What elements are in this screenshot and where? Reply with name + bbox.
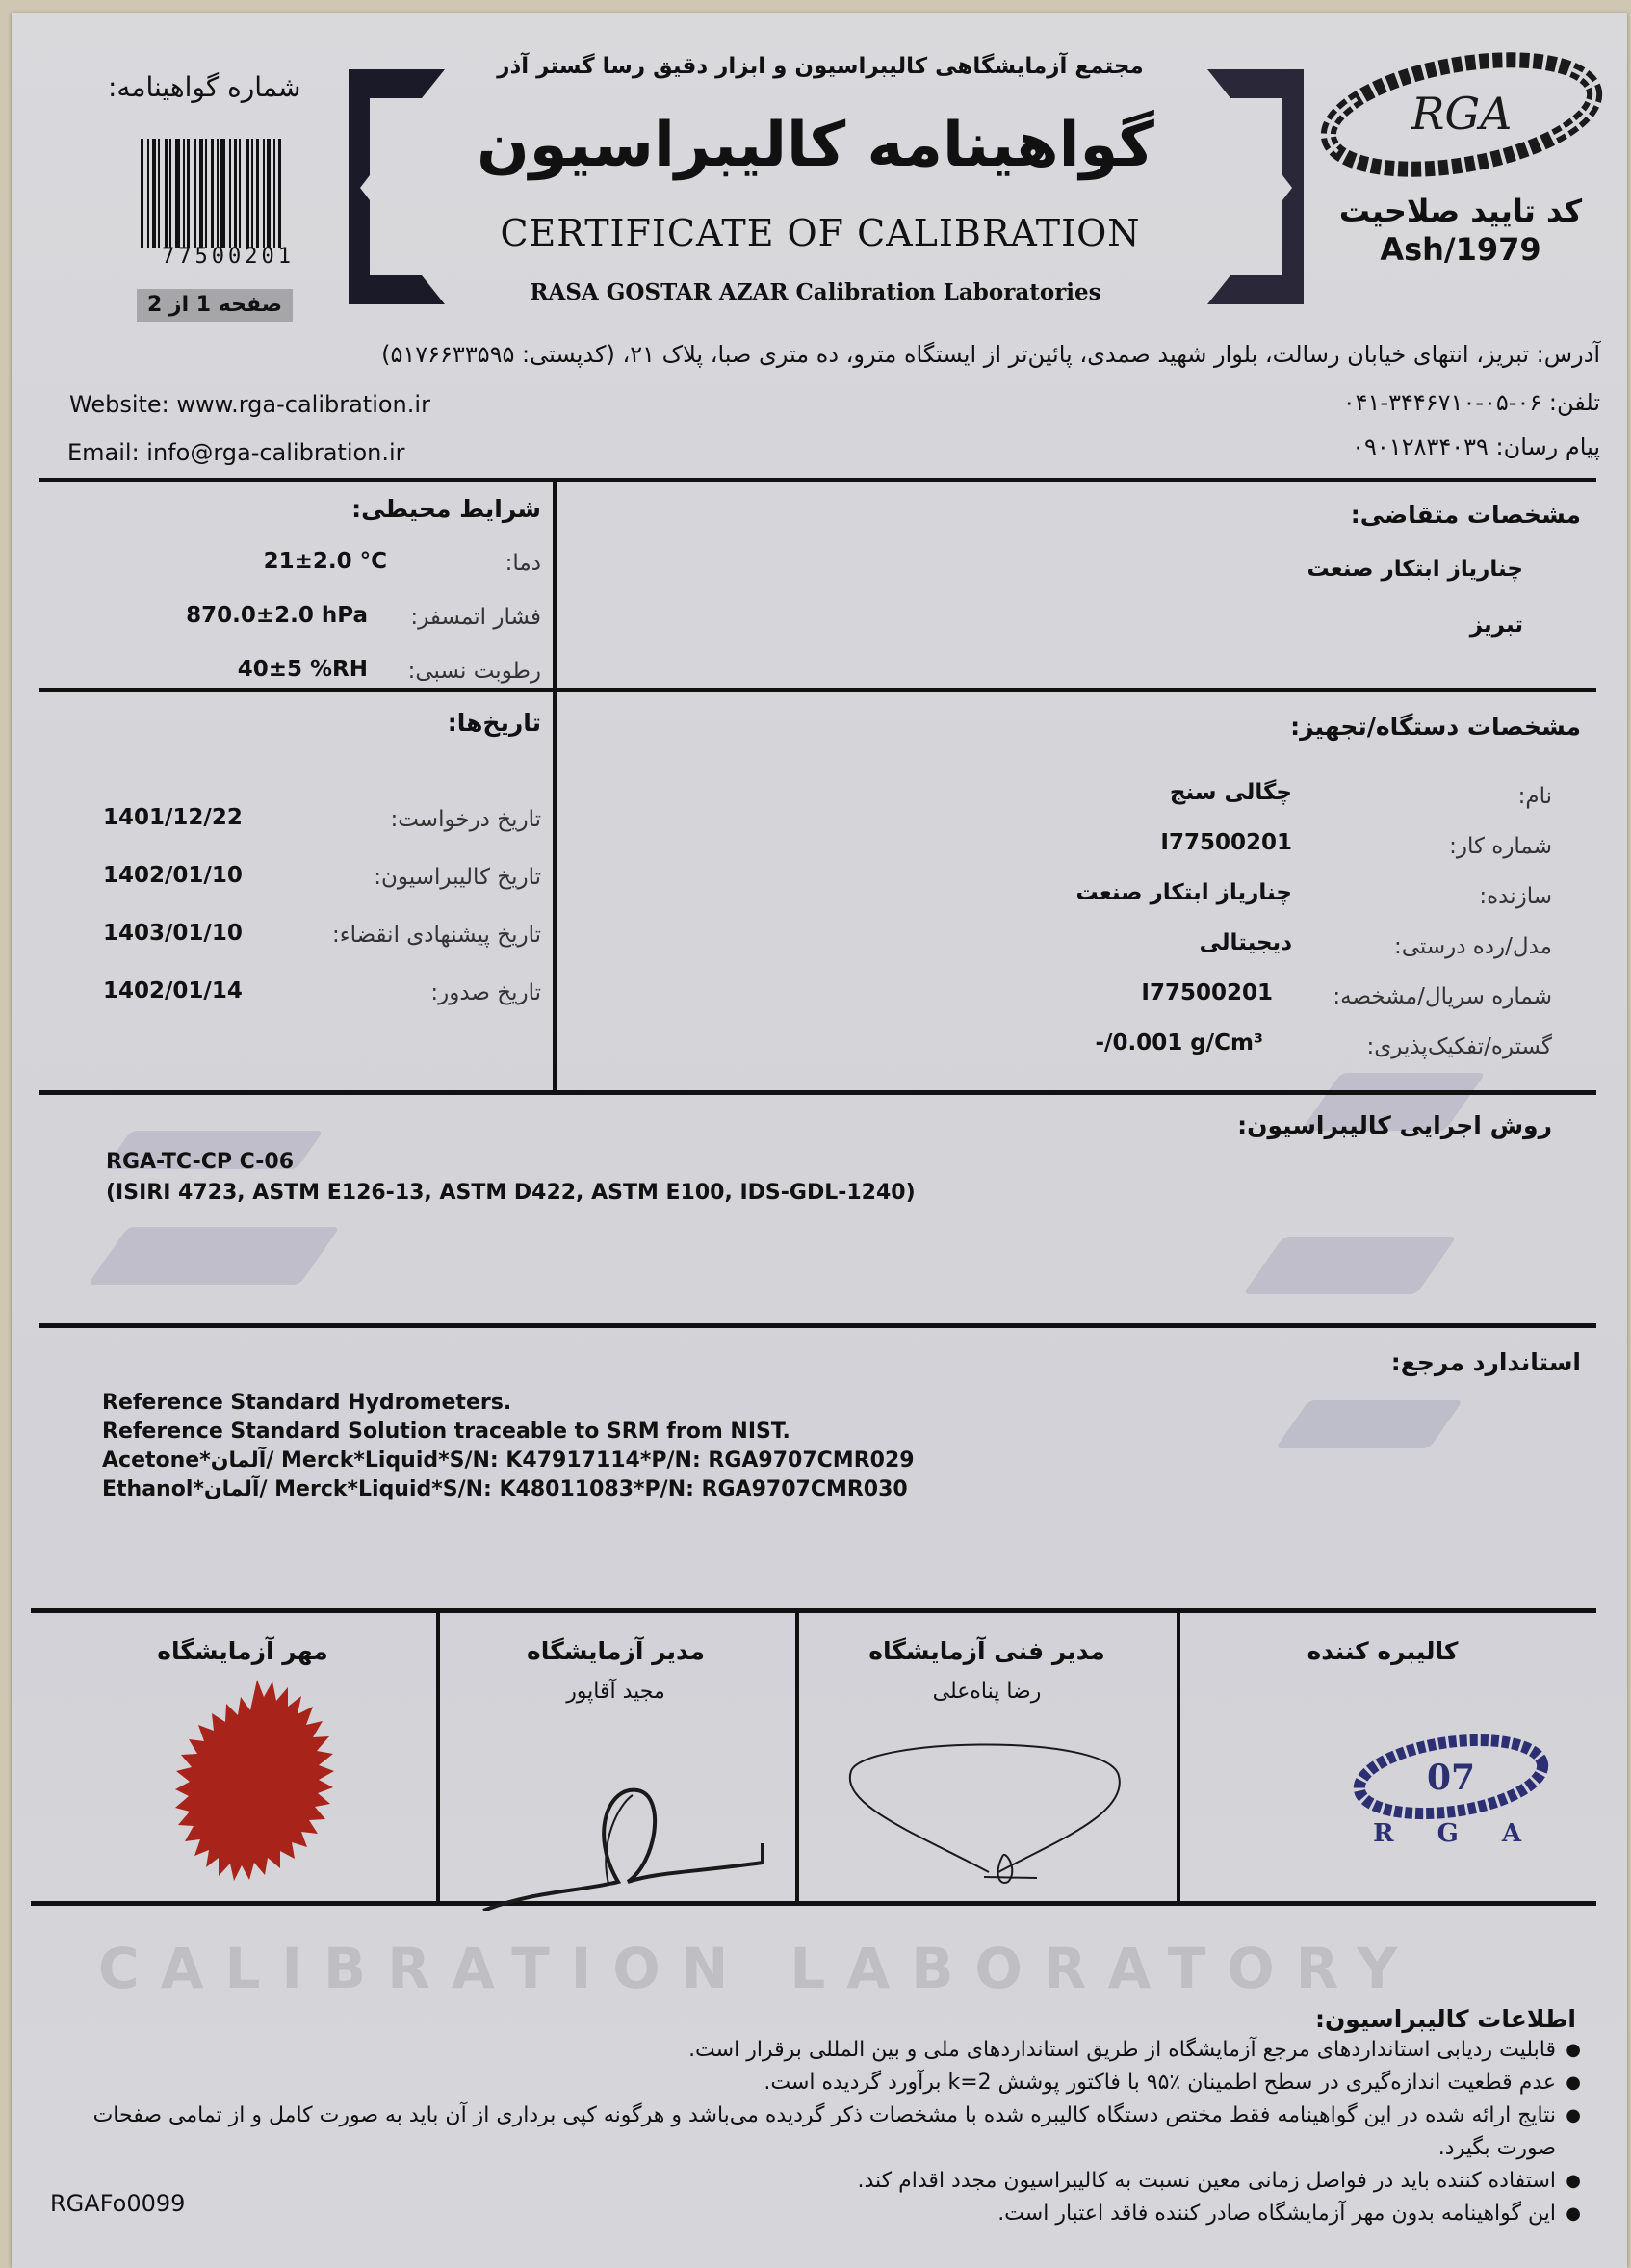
device-label-name: نام:: [1517, 784, 1552, 809]
date-label-calibration: تاریخ کالیبراسیون:: [374, 865, 541, 890]
date-label-issue: تاریخ صدور:: [430, 980, 541, 1005]
calibrator-stamp: [1350, 1734, 1562, 1849]
method-code: RGA-TC-CP C-06: [106, 1150, 295, 1174]
barcode: [141, 139, 316, 248]
device-value-manufacturer: چناریاز ابتکار صنعت: [1075, 880, 1292, 905]
lab-manager-signature: [474, 1776, 782, 1911]
env-value-temperature: 21±2.0 °C: [263, 549, 387, 574]
reference-title: استاندارد مرجع:: [1390, 1348, 1581, 1376]
divider: [39, 1090, 1596, 1095]
title-persian: گواهینامه کالیبراسیون: [477, 110, 1154, 181]
env-label-pressure: فشار اتمسفر:: [410, 605, 541, 630]
divider: [39, 1323, 1596, 1328]
technical-manager-name: رضا پناه‌علی: [932, 1680, 1042, 1704]
sms-number: پیام رسان: ۰۹۰۱۲۸۳۴۰۳۹: [1352, 433, 1600, 460]
date-label-expiry: تاریخ پیشنهادی انقضاء:: [332, 923, 541, 948]
title-english: CERTIFICATE OF CALIBRATION: [500, 212, 1141, 254]
device-value-range: -/0.001 g/Cm³: [1095, 1030, 1263, 1056]
rga-logo: [1317, 52, 1606, 177]
calibration-info-list: [50, 2034, 1581, 2230]
lab-seal: [137, 1670, 377, 1911]
signature-title-technical-manager: مدیر فنی آزمایشگاه: [868, 1637, 1105, 1665]
info-item: ● این گواهینامه بدون مهر آزمایشگاه صادر کننده فاقد اعتبار است.: [50, 2198, 1581, 2230]
background-smudge: [1275, 1400, 1463, 1448]
phone: تلفن: ۰۶-۰۵-۳۴۴۶۷۱۰-۰۴۱: [1342, 389, 1600, 416]
device-label-manufacturer: سازنده:: [1479, 884, 1552, 909]
svg-text:RGA: RGA: [1411, 88, 1513, 140]
signature-title-lab-seal: مهر آزمایشگاه: [157, 1637, 328, 1665]
technical-manager-signature: [830, 1728, 1148, 1891]
info-item: ● عدم قطعیت اندازه‌گیری در سطح اطمینان ٪۹۵ با فاکتور پوشش k=2 برآورد گردیده است.: [50, 2067, 1581, 2099]
lab-manager-name: مجید آقاپور: [566, 1680, 665, 1704]
accreditation-label: کد تایید صلاحیت: [1338, 193, 1583, 229]
address: آدرس: تبریز، انتهای خیابان رسالت، بلوار شهید صمدی، پائین‌تر از ایستگاه مترو، ده متری صبا، پلاک ۲۱، (کدپستی: ۵۱۷۶۶۳۳۵۹۵): [381, 341, 1600, 368]
svg-text:07: 07: [1426, 1758, 1476, 1798]
env-value-humidity: 40±5 %RH: [237, 657, 368, 682]
certificate-number-label: شماره گواهینامه:: [108, 71, 301, 103]
divider: [39, 688, 1596, 692]
date-label-request: تاریخ درخواست:: [390, 807, 541, 832]
env-label-temperature: دما:: [505, 551, 541, 576]
customer-name: چناریاز ابتکار صنعت: [1307, 557, 1523, 582]
organization-line: مجتمع آزمایشگاهی کالیبراسیون و ابزار دقیق رسا گستر آذر: [497, 54, 1144, 79]
divider: [39, 478, 1596, 482]
date-value-expiry: 1403/01/10: [103, 921, 243, 946]
device-label-job-number: شماره کار:: [1449, 834, 1552, 859]
reference-line: Reference Standard Solution traceable to SRM from NIST.: [102, 1420, 790, 1444]
customer-title: مشخصات متقاضی:: [1350, 501, 1581, 529]
background-smudge: [88, 1227, 340, 1285]
device-label-serial: شماره سریال/مشخصه:: [1333, 984, 1552, 1009]
email-link[interactable]: Email: info@rga-calibration.ir: [67, 439, 405, 466]
environment-title: شرایط محیطی:: [351, 495, 541, 523]
method-title: روش اجرایی کالیبراسیون:: [1237, 1111, 1552, 1139]
signature-title-calibrator: کالیبره کننده: [1307, 1637, 1459, 1665]
info-item: ● استفاده کننده باید در فواصل زمانی معین نسبت به کالیبراسیون مجدد اقدام کند.: [50, 2165, 1581, 2198]
date-value-request: 1401/12/22: [103, 805, 243, 830]
divider: [31, 1608, 1596, 1613]
page-indicator: صفحه 1 از 2: [137, 289, 293, 322]
form-code: RGAFo0099: [50, 2190, 186, 2217]
device-label-range: گستره/تفکیک‌پذیری:: [1366, 1034, 1552, 1059]
watermark: CALIBRATION LABORATORY: [98, 1936, 1419, 2001]
env-label-humidity: رطوبت نسبی:: [407, 659, 541, 684]
dates-title: تاریخ‌ها:: [447, 709, 541, 737]
accreditation-code: Ash/1979: [1380, 231, 1541, 268]
info-item: ● قابلیت ردیابی استانداردهای مرجع آزمایشگاه از طریق استانداردهای ملی و بین المللی برقرار است.: [50, 2034, 1581, 2067]
date-value-issue: 1402/01/14: [103, 978, 243, 1004]
method-standards: (ISIRI 4723, ASTM E126-13, ASTM D422, ASTM E100, IDS-GDL-1240): [106, 1181, 916, 1205]
lab-name: RASA GOSTAR AZAR Calibration Laboratories: [530, 279, 1101, 305]
info-item: ● نتایج ارائه شده در این گواهینامه فقط مختص دستگاه کالیبره شده با مشخصات ذکر گردیده می‌باشد و هرگونه کپی برداری از آن باید به صورت کامل و از تمامی صفحات صورت بگیرد.: [50, 2099, 1581, 2165]
device-label-model: مدل/رده درستی:: [1393, 934, 1552, 959]
title-frame: [349, 69, 1304, 306]
device-value-job-number: I77500201: [1160, 830, 1292, 855]
env-value-pressure: 870.0±2.0 hPa: [186, 603, 368, 628]
column-divider: [553, 478, 557, 1094]
device-value-name: چگالی سنج: [1169, 780, 1292, 805]
date-value-calibration: 1402/01/10: [103, 863, 243, 888]
barcode-number: 77500201: [162, 245, 295, 269]
certificate-page: [12, 13, 1627, 2268]
background-smudge: [1243, 1237, 1457, 1294]
svg-text:R G A: R G A: [1372, 1819, 1540, 1848]
website-link[interactable]: Website: www.rga-calibration.ir: [69, 391, 430, 418]
device-value-serial: I77500201: [1141, 980, 1273, 1005]
signature-title-lab-manager: مدیر آزمایشگاه: [527, 1637, 705, 1665]
device-title: مشخصات دستگاه/تجهیز:: [1290, 713, 1581, 741]
calibration-info-title: اطلاعات کالیبراسیون:: [1314, 2005, 1576, 2033]
customer-city: تبریز: [1469, 613, 1523, 638]
device-value-model: دیجیتالی: [1199, 930, 1292, 955]
reference-line: Ethanol*آلمان/ Merck*Liquid*S/N: K48011083*P/N: RGA9707CMR030: [102, 1477, 908, 1501]
reference-line: Acetone*آلمان/ Merck*Liquid*S/N: K47917114*P/N: RGA9707CMR029: [102, 1448, 915, 1473]
reference-line: Reference Standard Hydrometers.: [102, 1391, 512, 1415]
